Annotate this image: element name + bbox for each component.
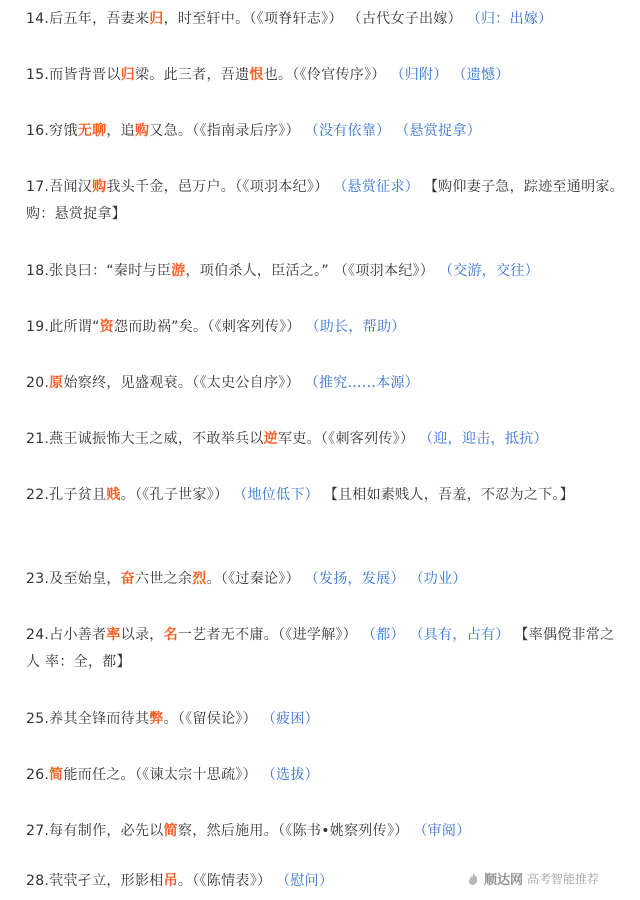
entry-text: 15.而皆背晋以: [26, 67, 121, 83]
entry-item: [26, 62, 626, 89]
entry-text: 六世之余: [134, 571, 193, 587]
entry-item: [26, 706, 626, 733]
gloss-text: （推究……本源）: [304, 375, 420, 391]
entry-text: 察，然后施用。（《陈书•姚察列传》）: [177, 823, 414, 839]
gloss-text: （疲困）: [261, 711, 319, 727]
gloss-text: （审阅）: [413, 823, 471, 839]
entry-item: [26, 482, 626, 509]
entry-text: 也。（《伶官传序》）: [263, 67, 391, 83]
highlighted-word: 归: [149, 11, 164, 27]
flame-logo-icon: [466, 872, 480, 886]
entry-item: [26, 370, 626, 397]
gloss-text: （没有依靠） （悬赏捉拿）: [304, 123, 482, 139]
highlighted-word: 奋: [120, 571, 135, 587]
entry-text: 。（《孔子世家》）: [120, 487, 234, 503]
entry-text: 。（《陈情表》）: [177, 873, 277, 889]
entry-text: 14.后五年，吾妻来: [26, 11, 150, 27]
entry-text: 19.此所谓“: [26, 319, 100, 335]
entry-text: ，项伯杀人，臣活之。” （《项羽本纪》）: [185, 263, 439, 279]
entry-text: 怨而助祸”矣。（《刺客列传》）: [113, 319, 306, 335]
gloss-text: （选拔）: [261, 767, 319, 783]
entry-text: 我头千金，邑万户。（《项羽本纪》）: [106, 179, 334, 195]
entry-item: [26, 622, 626, 676]
highlighted-word: 购: [92, 179, 107, 195]
highlighted-word: 原: [49, 375, 64, 391]
highlighted-word: 名: [163, 627, 178, 643]
entry-item: [26, 566, 626, 593]
entry-text: 梁。此三者，吾遗: [134, 67, 250, 83]
entry-text: 【且相如素贱人，吾羞，不忍为之下。】: [318, 487, 575, 503]
entry-text: 25.养其全锋而待其: [26, 711, 150, 727]
entry-text: 又急。（《指南录后序》）: [149, 123, 305, 139]
entry-text: 23.及至始皇，: [26, 571, 121, 587]
gloss-text: （助长，帮助）: [305, 319, 406, 335]
entry-text: 22.孔子贫且: [26, 487, 107, 503]
entry-text: 16.穷饿: [26, 123, 78, 139]
entry-text: 26.: [26, 767, 50, 783]
entry-item: [26, 762, 626, 789]
watermark: [466, 869, 599, 888]
gloss-text: （归附） （遗憾）: [390, 67, 510, 83]
highlighted-word: 率: [106, 627, 121, 643]
highlighted-word: 游: [171, 263, 186, 279]
watermark-tagline: 高考智能推荐: [527, 872, 600, 886]
entry-text: 始察终，见盛观衰。（《太史公自序》）: [63, 375, 305, 391]
highlighted-word: 无聊: [77, 123, 107, 139]
entry-text: ，追: [106, 123, 135, 139]
entry-item: [26, 174, 626, 228]
entry-item: [26, 258, 626, 285]
highlighted-word: 资: [99, 319, 114, 335]
entry-text: 一艺者无不庸。（《进学解》）: [177, 627, 362, 643]
entry-text: 能而任之。（《谏太宗十思疏》）: [63, 767, 262, 783]
entry-text: 。（《过秦论》）: [206, 571, 305, 587]
highlighted-word: 弊: [149, 711, 164, 727]
entry-text: 17.吾闻汉: [26, 179, 93, 195]
entry-text: 18.张良曰：“秦时与臣: [26, 263, 172, 279]
highlighted-word: 恨: [249, 67, 264, 83]
highlighted-word: 简: [49, 767, 64, 783]
entry-text: 。（《留侯论》）: [163, 711, 262, 727]
gloss-text: （悬赏征求）: [333, 179, 420, 195]
gloss-text: （交游，交往）: [438, 263, 539, 279]
entry-text: 军吏。（《刺客列传》）: [277, 431, 420, 447]
highlighted-word: 简: [163, 823, 178, 839]
entry-text: 【购仰妻子急，踪迹至通明家。购：悬赏捉拿】: [26, 179, 625, 222]
gloss-text: （迎，迎击，抵抗）: [419, 431, 548, 447]
watermark-brand: 顺达网: [484, 873, 524, 888]
gloss-text: （归：出嫁）: [466, 11, 553, 27]
entry-item: [26, 118, 626, 145]
gloss-text: （都） （具有，占有）: [361, 627, 510, 643]
entry-text: 20.: [26, 375, 50, 391]
highlighted-word: 归: [120, 67, 135, 83]
highlighted-word: 购: [134, 123, 150, 139]
entry-text: 27.每有制作，必先以: [26, 823, 164, 839]
highlighted-word: 贱: [106, 487, 121, 503]
entry-text: 28.茕茕孑立，形影相: [26, 873, 164, 889]
gloss-text: （慰问）: [276, 873, 334, 889]
highlighted-word: 逆: [263, 431, 278, 447]
entry-text: 21.燕王诚振怖大王之威，不敢举兵以: [26, 431, 264, 447]
entry-item: [26, 6, 626, 33]
entry-text: 以录，: [120, 627, 164, 643]
entry-item: [26, 314, 626, 341]
entry-text: 【率偶傥非常之人 率：全，都】: [26, 627, 615, 670]
entry-item: [26, 818, 626, 845]
gloss-text: （发扬，发展） （功业）: [304, 571, 467, 587]
highlighted-word: 烈: [192, 571, 207, 587]
entry-text: 24.占小善者: [26, 627, 107, 643]
gloss-text: （地位低下）: [233, 487, 319, 503]
entry-item: [26, 426, 626, 453]
entry-text: ，时至轩中。（《项脊轩志》） （古代女子出嫁）: [163, 11, 467, 27]
highlighted-word: 吊: [163, 873, 178, 889]
